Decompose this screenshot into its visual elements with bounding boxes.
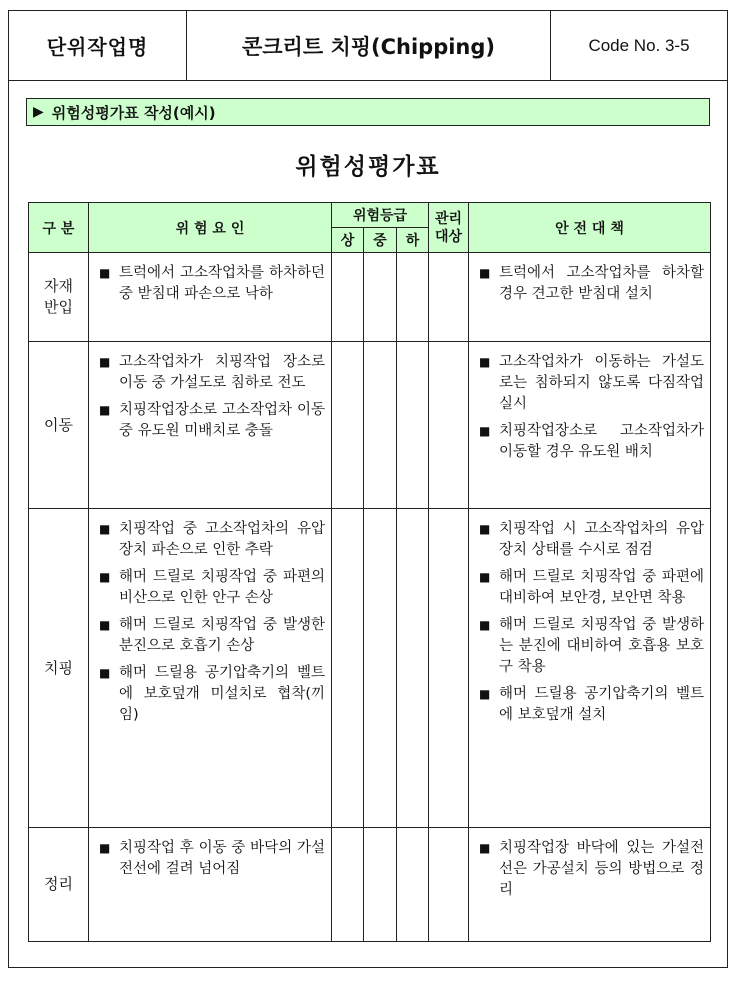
document-header	[9, 11, 727, 81]
measure-cell	[469, 253, 710, 342]
row-category-label: 이동	[44, 415, 73, 434]
row-category	[29, 828, 89, 941]
empty-grade-cell	[429, 828, 469, 941]
measure-item: ■ 고소작업차가 이동하는 가설도로는 침하되지 않도록 다짐작업 실시	[477, 352, 704, 415]
hazard-item: ■ 치핑작업 중 고소작업차의 유압장치 파손으로 인한 추락	[97, 519, 325, 561]
unit-task-label: 단위작업명	[9, 11, 187, 80]
section-heading-label: 위험성평가표 작성(예시)	[51, 103, 216, 122]
empty-grade-cell	[397, 828, 429, 941]
measure-item: ■ 치핑작업장 바닥에 있는 가설전선은 가공설치 등의 방법으로 정리	[477, 838, 704, 901]
measure-cell	[469, 342, 710, 509]
row-category-label: 치핑	[44, 658, 73, 677]
hazard-list	[89, 509, 331, 726]
hazard-cell	[89, 253, 332, 342]
page-title: 위험성평가표	[295, 154, 441, 180]
measure-item: ■ 해머 드릴로 치핑작업 중 발생하는 분진에 대비하여 호흡용 보호구 착용	[477, 615, 704, 678]
empty-grade-cell	[364, 253, 397, 342]
empty-grade-cell	[364, 828, 397, 941]
hazard-item: ■ 해머 드릴용 공기압축기의 벨트에 보호덮개 미설치로 협착(끼임)	[97, 663, 325, 726]
measure-cell	[469, 828, 710, 941]
header-risk-grade: 위험등급	[332, 203, 429, 228]
hazard-item: ■ 치핑작업 후 이동 중 바닥의 가설전선에 걸려 넘어짐	[97, 838, 325, 880]
empty-grade-cell	[332, 828, 364, 941]
risk-assessment-table	[28, 202, 711, 942]
empty-grade-cell	[332, 253, 364, 342]
header-risk-mid: 중	[364, 228, 397, 253]
hazard-item: ■ 해머 드릴로 치핑작업 중 파편의 비산으로 인한 안구 손상	[97, 567, 325, 609]
row-category	[29, 342, 89, 509]
empty-grade-cell	[429, 253, 469, 342]
empty-grade-cell	[397, 253, 429, 342]
empty-grade-cell	[397, 509, 429, 828]
row-category-label: 자재 반입	[44, 277, 73, 316]
empty-grade-cell	[397, 342, 429, 509]
header-measures: 안 전 대 책	[469, 203, 710, 253]
measure-list	[469, 509, 710, 726]
row-category	[29, 253, 89, 342]
hazard-item: ■ 트럭에서 고소작업차를 하차하던 중 받침대 파손으로 낙하	[97, 263, 325, 305]
header-risk-low: 하	[397, 228, 429, 253]
unit-task-title: 콘크리트 치핑(Chipping)	[187, 11, 551, 80]
measure-item: ■ 치핑작업 시 고소작업차의 유압장치 상태를 수시로 점검	[477, 519, 704, 561]
empty-grade-cell	[364, 342, 397, 509]
measure-item: ■ 트럭에서 고소작업차를 하차할 경우 견고한 받침대 설치	[477, 263, 704, 305]
empty-grade-cell	[332, 342, 364, 509]
hazard-item: ■ 고소작업차가 치핑작업 장소로 이동 중 가설도로 침하로 전도	[97, 352, 325, 394]
header-hazard: 위 험 요 인	[89, 203, 332, 253]
measure-item: ■ 해머 드릴용 공기압축기의 벨트에 보호덮개 설치	[477, 684, 704, 726]
header-managed: 관리 대상	[429, 203, 469, 253]
empty-grade-cell	[332, 509, 364, 828]
hazard-item: ■ 해머 드릴로 치핑작업 중 발생한 분진으로 호흡기 손상	[97, 615, 325, 657]
hazard-list	[89, 342, 331, 442]
row-category-label: 정리	[44, 875, 73, 893]
empty-grade-cell	[364, 509, 397, 828]
document-page	[8, 10, 728, 968]
measure-list	[469, 253, 710, 305]
header-category: 구 분	[29, 203, 89, 253]
hazard-cell	[89, 828, 332, 941]
section-heading	[26, 98, 710, 126]
measure-cell	[469, 509, 710, 828]
header-risk-high: 상	[332, 228, 364, 253]
empty-grade-cell	[429, 342, 469, 509]
empty-grade-cell	[429, 509, 469, 828]
code-number: Code No. 3-5	[588, 35, 690, 55]
measure-item: ■ 치핑작업장소로 고소작업차가 이동할 경우 유도원 배치	[477, 421, 704, 463]
hazard-cell	[89, 509, 332, 828]
hazard-cell	[89, 342, 332, 509]
measure-list	[469, 342, 710, 463]
measure-item: ■ 해머 드릴로 치핑작업 중 파편에 대비하여 보안경, 보안면 착용	[477, 567, 704, 609]
row-category	[29, 509, 89, 828]
hazard-list	[89, 253, 331, 305]
triangle-marker-icon: ▶	[33, 104, 44, 120]
measure-list	[469, 828, 710, 901]
hazard-list	[89, 828, 331, 880]
hazard-item: ■ 치핑작업장소로 고소작업차 이동 중 유도원 미배치로 충돌	[97, 400, 325, 442]
